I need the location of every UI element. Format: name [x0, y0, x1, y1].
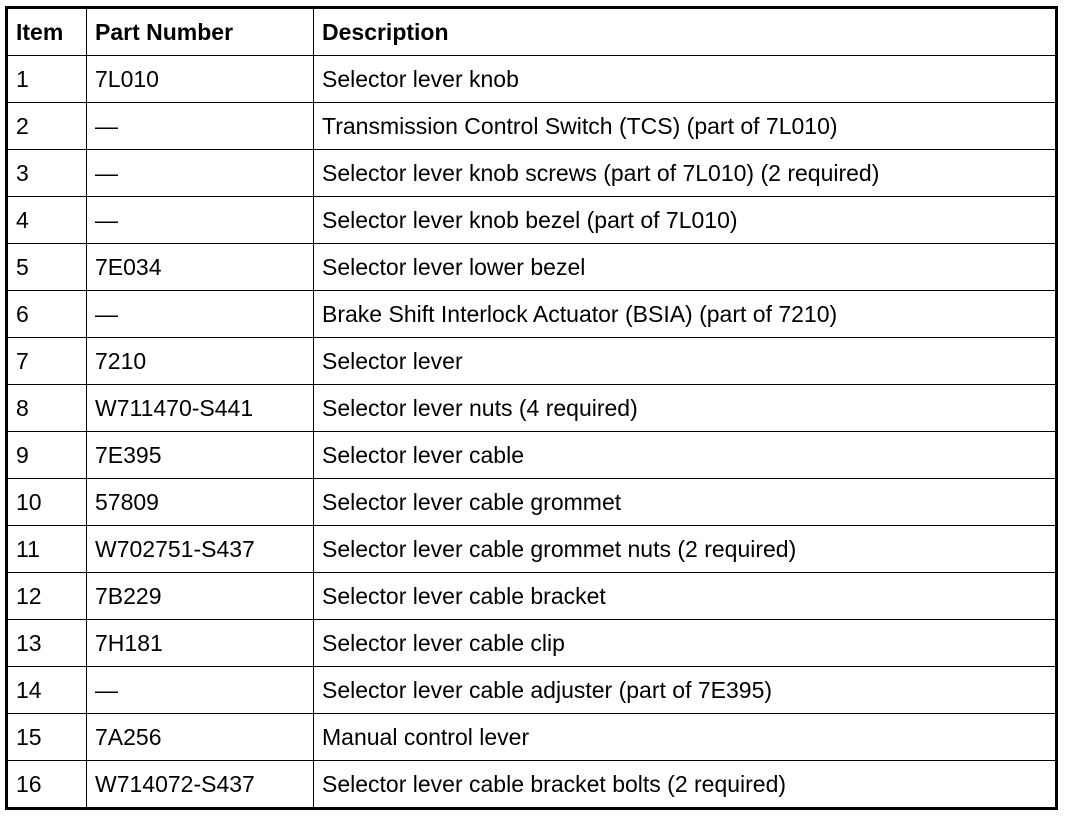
part-number-cell: —	[87, 150, 314, 197]
table-row	[7, 573, 1057, 620]
table-row	[7, 761, 1057, 809]
item-cell: 3	[7, 150, 87, 197]
table-row	[7, 479, 1057, 526]
description-cell: Transmission Control Switch (TCS) (part of 7L010)	[314, 103, 1057, 150]
description-cell: Brake Shift Interlock Actuator (BSIA) (part of 7210)	[314, 291, 1057, 338]
table-row	[7, 338, 1057, 385]
description-cell: Manual control lever	[314, 714, 1057, 761]
part-number-cell: 7H181	[87, 620, 314, 667]
table-row	[7, 432, 1057, 479]
item-cell: 12	[7, 573, 87, 620]
table-row	[7, 56, 1057, 103]
part-number-cell: —	[87, 667, 314, 714]
table-row	[7, 714, 1057, 761]
part-number-cell: 57809	[87, 479, 314, 526]
part-number-cell: 7B229	[87, 573, 314, 620]
item-cell: 7	[7, 338, 87, 385]
part-number-cell: W711470-S441	[87, 385, 314, 432]
item-cell: 10	[7, 479, 87, 526]
table-header	[7, 8, 1057, 56]
item-cell: 9	[7, 432, 87, 479]
description-cell: Selector lever cable	[314, 432, 1057, 479]
item-cell: 8	[7, 385, 87, 432]
part-number-cell: 7E395	[87, 432, 314, 479]
description-cell: Selector lever	[314, 338, 1057, 385]
item-cell: 6	[7, 291, 87, 338]
description-cell: Selector lever knob bezel (part of 7L010)	[314, 197, 1057, 244]
item-cell: 16	[7, 761, 87, 809]
description-cell: Selector lever knob screws (part of 7L010) (2 required)	[314, 150, 1057, 197]
part-number-cell: W702751-S437	[87, 526, 314, 573]
parts-table	[5, 6, 1058, 810]
description-cell: Selector lever nuts (4 required)	[314, 385, 1057, 432]
description-cell: Selector lever cable clip	[314, 620, 1057, 667]
description-cell: Selector lever cable grommet	[314, 479, 1057, 526]
part-number-cell: 7L010	[87, 56, 314, 103]
part-number-cell: —	[87, 197, 314, 244]
table-row	[7, 291, 1057, 338]
description-cell: Selector lever cable grommet nuts (2 required)	[314, 526, 1057, 573]
item-cell: 5	[7, 244, 87, 291]
part-number-cell: W714072-S437	[87, 761, 314, 809]
item-cell: 2	[7, 103, 87, 150]
item-cell: 15	[7, 714, 87, 761]
table-row	[7, 667, 1057, 714]
item-cell: 14	[7, 667, 87, 714]
item-cell: 11	[7, 526, 87, 573]
table-row	[7, 197, 1057, 244]
description-cell: Selector lever lower bezel	[314, 244, 1057, 291]
header-row	[7, 8, 1057, 56]
header-item: Item	[7, 8, 87, 56]
description-cell: Selector lever cable adjuster (part of 7E395)	[314, 667, 1057, 714]
part-number-cell: 7A256	[87, 714, 314, 761]
table-row	[7, 244, 1057, 291]
table-row	[7, 620, 1057, 667]
part-number-cell: 7210	[87, 338, 314, 385]
item-cell: 13	[7, 620, 87, 667]
item-cell: 4	[7, 197, 87, 244]
table-row	[7, 103, 1057, 150]
part-number-cell: —	[87, 103, 314, 150]
description-cell: Selector lever cable bracket	[314, 573, 1057, 620]
description-cell: Selector lever cable bracket bolts (2 required)	[314, 761, 1057, 809]
header-part-number: Part Number	[87, 8, 314, 56]
table-row	[7, 150, 1057, 197]
table-row	[7, 526, 1057, 573]
header-description: Description	[314, 8, 1057, 56]
part-number-cell: —	[87, 291, 314, 338]
description-cell: Selector lever knob	[314, 56, 1057, 103]
table-row	[7, 385, 1057, 432]
item-cell: 1	[7, 56, 87, 103]
table-body	[7, 56, 1057, 809]
part-number-cell: 7E034	[87, 244, 314, 291]
